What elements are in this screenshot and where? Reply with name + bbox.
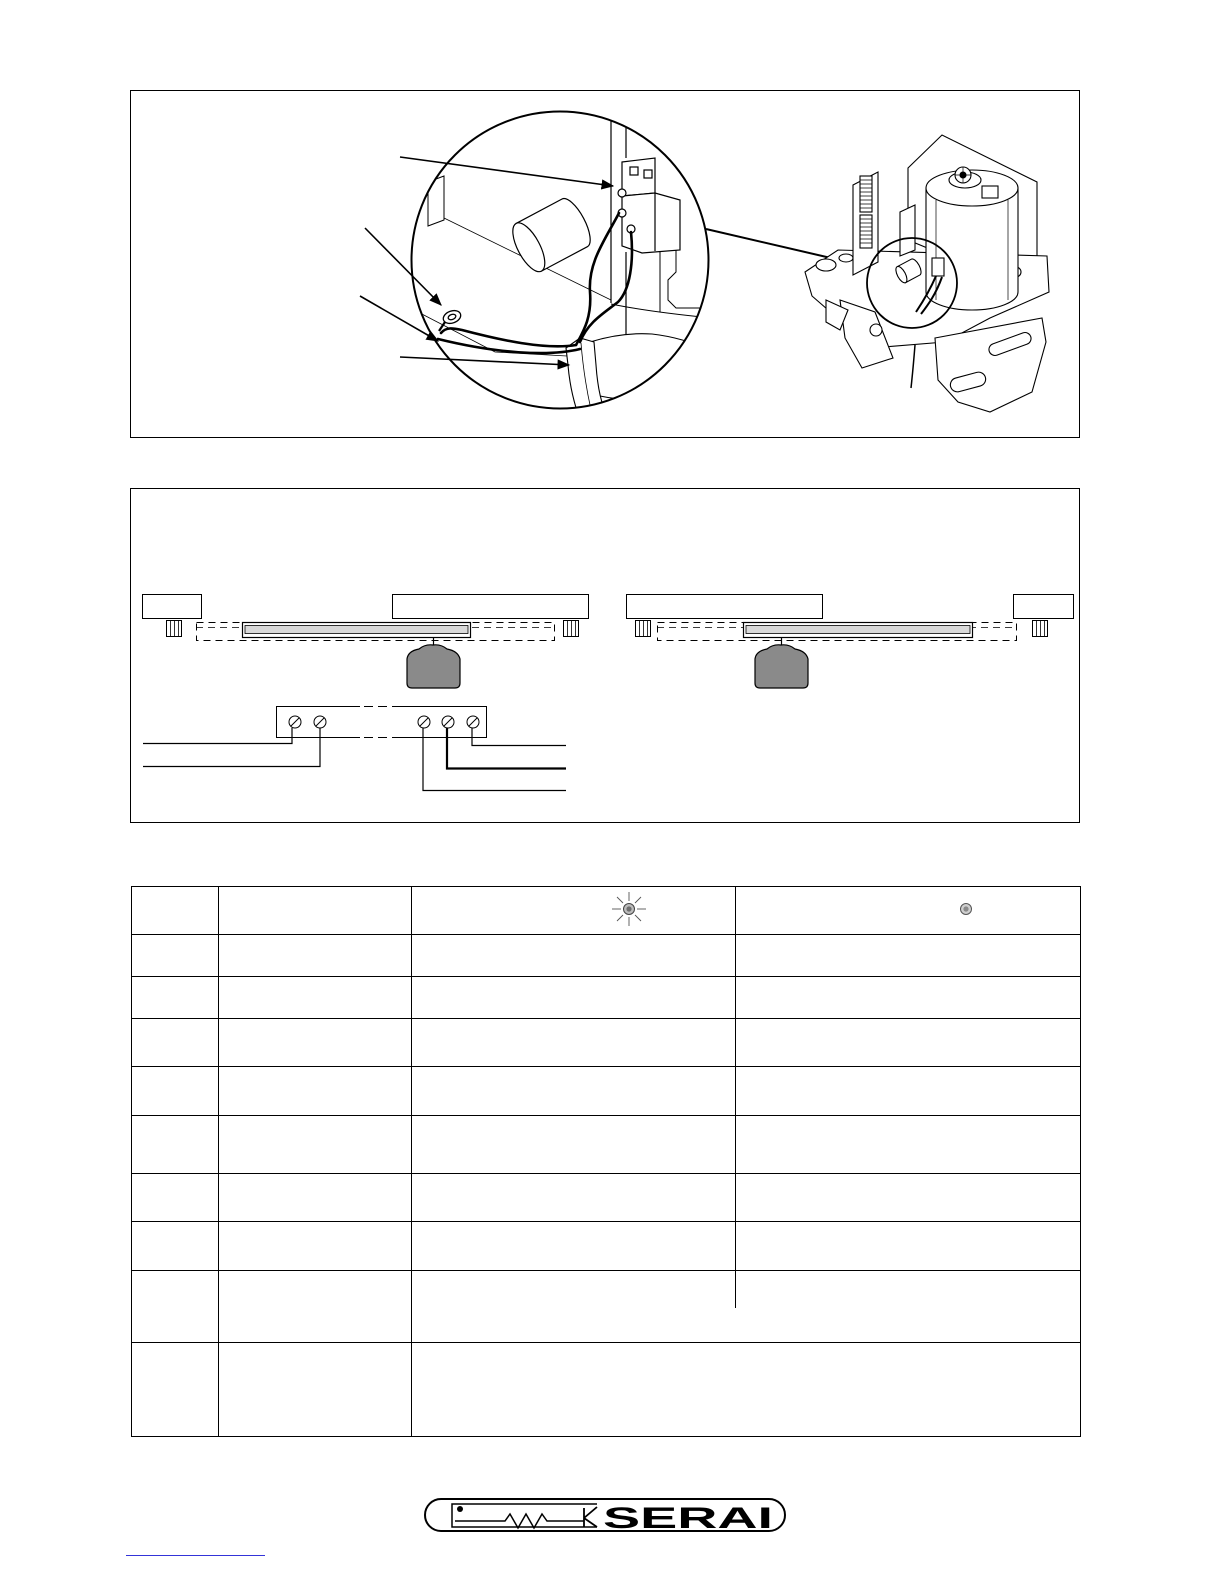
header-cell-number (132, 887, 219, 935)
motor-cylinder (926, 167, 1018, 310)
header-cell-led-steady (736, 887, 1081, 935)
cell-function (219, 1174, 412, 1222)
cell-led-blinking (412, 1222, 736, 1271)
logo-wordmark: SERAI (603, 1502, 773, 1535)
gate-leaf-bar (245, 626, 468, 634)
gate-leaf-left (196, 623, 555, 689)
screw-icon (418, 716, 430, 728)
screw-icon (314, 716, 326, 728)
led-steady-icon (959, 902, 973, 916)
cell-led-blinking (412, 1067, 736, 1116)
table-row (132, 1019, 1081, 1067)
gear-motor-unit (805, 135, 1049, 412)
table-row (132, 1067, 1081, 1116)
cell-led-steady (736, 1116, 1081, 1174)
cell-led-steady (736, 1019, 1081, 1067)
cell-function (219, 977, 412, 1019)
label-box (143, 595, 202, 619)
cell-number (132, 1067, 219, 1116)
led-status-table (131, 886, 1081, 1437)
gate-leaf-right (657, 623, 1017, 689)
cell-led-status-merged (412, 1271, 1081, 1343)
label-box (1014, 595, 1074, 619)
cell-led-status-merged (412, 1343, 1081, 1437)
cell-function (219, 1116, 412, 1174)
cell-number (132, 935, 219, 977)
cell-function (219, 1271, 412, 1343)
figure-gate-layout (131, 489, 1080, 823)
cell-function (219, 1067, 412, 1116)
table-row (132, 1222, 1081, 1271)
cell-led-steady (736, 935, 1081, 977)
cell-function (219, 1019, 412, 1067)
label-box (393, 595, 589, 619)
gate-post (167, 621, 182, 637)
cell-led-steady (736, 977, 1081, 1019)
cell-led-blinking (412, 935, 736, 977)
cell-number (132, 1271, 219, 1343)
gate-post (1033, 621, 1048, 637)
side-plate (428, 176, 444, 226)
table-row (132, 935, 1081, 977)
cell-function (219, 1343, 412, 1437)
table-row (132, 977, 1081, 1019)
cell-led-steady (736, 1222, 1081, 1271)
led-blinking-icon (609, 889, 649, 929)
wire (143, 728, 292, 744)
wire (447, 728, 566, 769)
table-header-row (132, 887, 1081, 935)
cell-number (132, 1222, 219, 1271)
cell-led-steady (736, 1067, 1081, 1116)
label-box (627, 595, 823, 619)
gate-leaf-bar (746, 626, 970, 634)
cell-number (132, 977, 219, 1019)
table-row (132, 1271, 1081, 1343)
screw-icon (467, 716, 479, 728)
operator-motor (755, 645, 808, 688)
figure-microswitch-wiring (131, 91, 1080, 438)
table-row (132, 1343, 1081, 1437)
screw-icon (289, 716, 301, 728)
header-cell-led-blinking (412, 887, 736, 935)
figure-2-frame (131, 489, 1080, 823)
cell-number (132, 1019, 219, 1067)
table-row (132, 1174, 1081, 1222)
terminal-block (277, 707, 487, 738)
magnified-detail (405, 100, 715, 415)
screw-icon (442, 716, 454, 728)
gate-post (564, 621, 579, 637)
cell-led-blinking (412, 1116, 736, 1174)
cell-number (132, 1343, 219, 1437)
cell-number (132, 1174, 219, 1222)
cell-led-steady (736, 1174, 1081, 1222)
cell-led-blinking (412, 1019, 736, 1067)
table-row (132, 1116, 1081, 1174)
brand-logo (425, 1499, 785, 1535)
cell-number (132, 1116, 219, 1174)
cell-led-blinking (412, 977, 736, 1019)
wire (143, 728, 320, 767)
gate-post (636, 621, 651, 637)
cell-function (219, 935, 412, 977)
gate-label-boxes (143, 595, 1074, 619)
header-cell-function (219, 887, 412, 935)
cell-led-blinking (412, 1174, 736, 1222)
cell-function (219, 1222, 412, 1271)
operator-motor (407, 645, 460, 688)
partial-column-divider (735, 1271, 736, 1308)
